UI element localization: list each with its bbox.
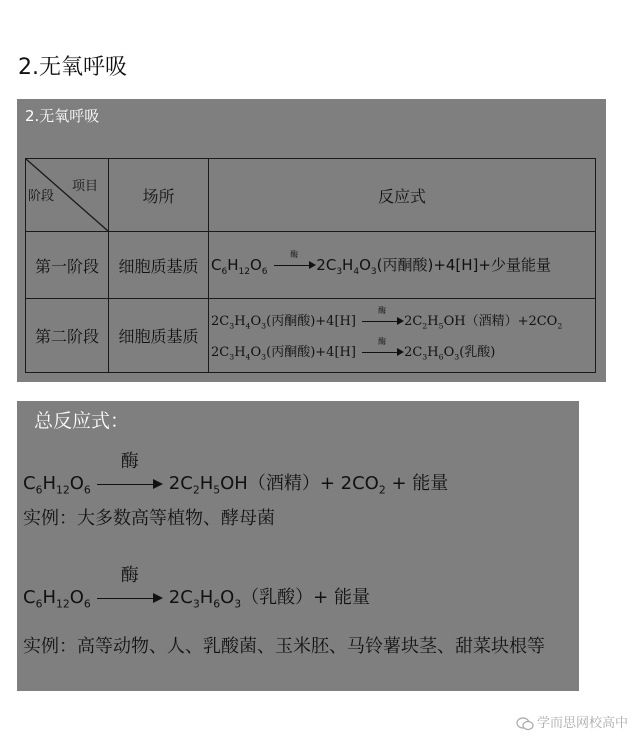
reaction-table: [25, 158, 596, 373]
equation-cell: [209, 299, 596, 373]
diagonal-header-cell: [26, 159, 109, 232]
reaction-arrow: [97, 451, 163, 495]
equation-header: 反应式: [209, 159, 596, 232]
reaction-arrow: [272, 250, 316, 272]
stage-label: 第二阶段: [26, 299, 109, 373]
equation-cell: [209, 232, 596, 299]
formula-text: OH（酒精）+ 2CO: [220, 473, 379, 494]
equation-text: (丙酮酸)+4[H]: [266, 313, 356, 329]
reaction-arrow: [97, 565, 163, 609]
reaction-arrow: [360, 306, 404, 328]
table-row: [26, 232, 596, 299]
example-text: 实例：高等动物、人、乳酸菌、玉米胚、马铃薯块茎、甜菜块根等: [23, 636, 545, 657]
equation-line: $2C_3H_4O_3$(丙酮酸)+4[H] 酶 $2C_2H_5OH$（酒精）$+2CO_2$: [211, 306, 563, 331]
diag-top-label: 项目: [71, 179, 98, 194]
summary-title: 总反应式：: [34, 410, 130, 432]
place-label: 细胞质基质: [109, 232, 209, 299]
enzyme-label: 酶: [378, 306, 387, 316]
lactic-formula: $C_6H_{12}O_6$ 酶 $2C_3H_6O_3$（乳酸）+ 能量: [23, 583, 370, 611]
place-header: 场所: [109, 159, 209, 232]
diag-bottom-label: 阶段: [28, 189, 55, 204]
enzyme-label: 酶: [120, 451, 139, 472]
example-text: 实例：大多数高等植物、酵母菌: [23, 508, 275, 529]
table-row: [26, 299, 596, 373]
equation-text: (乳酸): [459, 344, 496, 360]
wechat-icon: [516, 717, 534, 731]
summary-panel: [17, 401, 579, 691]
stage-label: 第一阶段: [26, 232, 109, 299]
alcohol-formula: $C_6H_{12}O_6$ 酶 $2C_2H_5OH$（酒精）+ $2CO_2$ + 能量: [23, 469, 448, 497]
enzyme-label: 酶: [290, 250, 299, 259]
panel-title: 2.无氧呼吸: [25, 107, 100, 125]
formula-energy: + 能量: [391, 473, 449, 494]
equation-line: $C_6H_{12}O_6$ 酶 $2C_3H_4O_3$(丙酮酸)+4[H]+少量能量: [211, 250, 551, 277]
watermark-text: 学而思网校高中: [536, 716, 628, 731]
enzyme-label: 酶: [120, 565, 139, 586]
page-heading: 2.无氧呼吸: [18, 55, 127, 80]
reaction-table-panel: [17, 99, 606, 382]
equation-tail: (丙酮酸)+4[H]+少量能量: [376, 255, 551, 274]
equation-text: (丙酮酸)+4[H]: [266, 344, 356, 360]
table-header-row: [26, 159, 596, 232]
reaction-arrow: [360, 337, 404, 359]
place-label: 细胞质基质: [109, 299, 209, 373]
enzyme-label: 酶: [378, 337, 387, 346]
equation-line: $2C_3H_4O_3$(丙酮酸)+4[H] 酶 $2C_3H_6O_3$(乳酸): [211, 337, 496, 362]
equation-text: OH（酒精）+2CO: [443, 313, 558, 329]
watermark: [516, 712, 628, 731]
formula-text: （乳酸）+ 能量: [241, 587, 370, 608]
